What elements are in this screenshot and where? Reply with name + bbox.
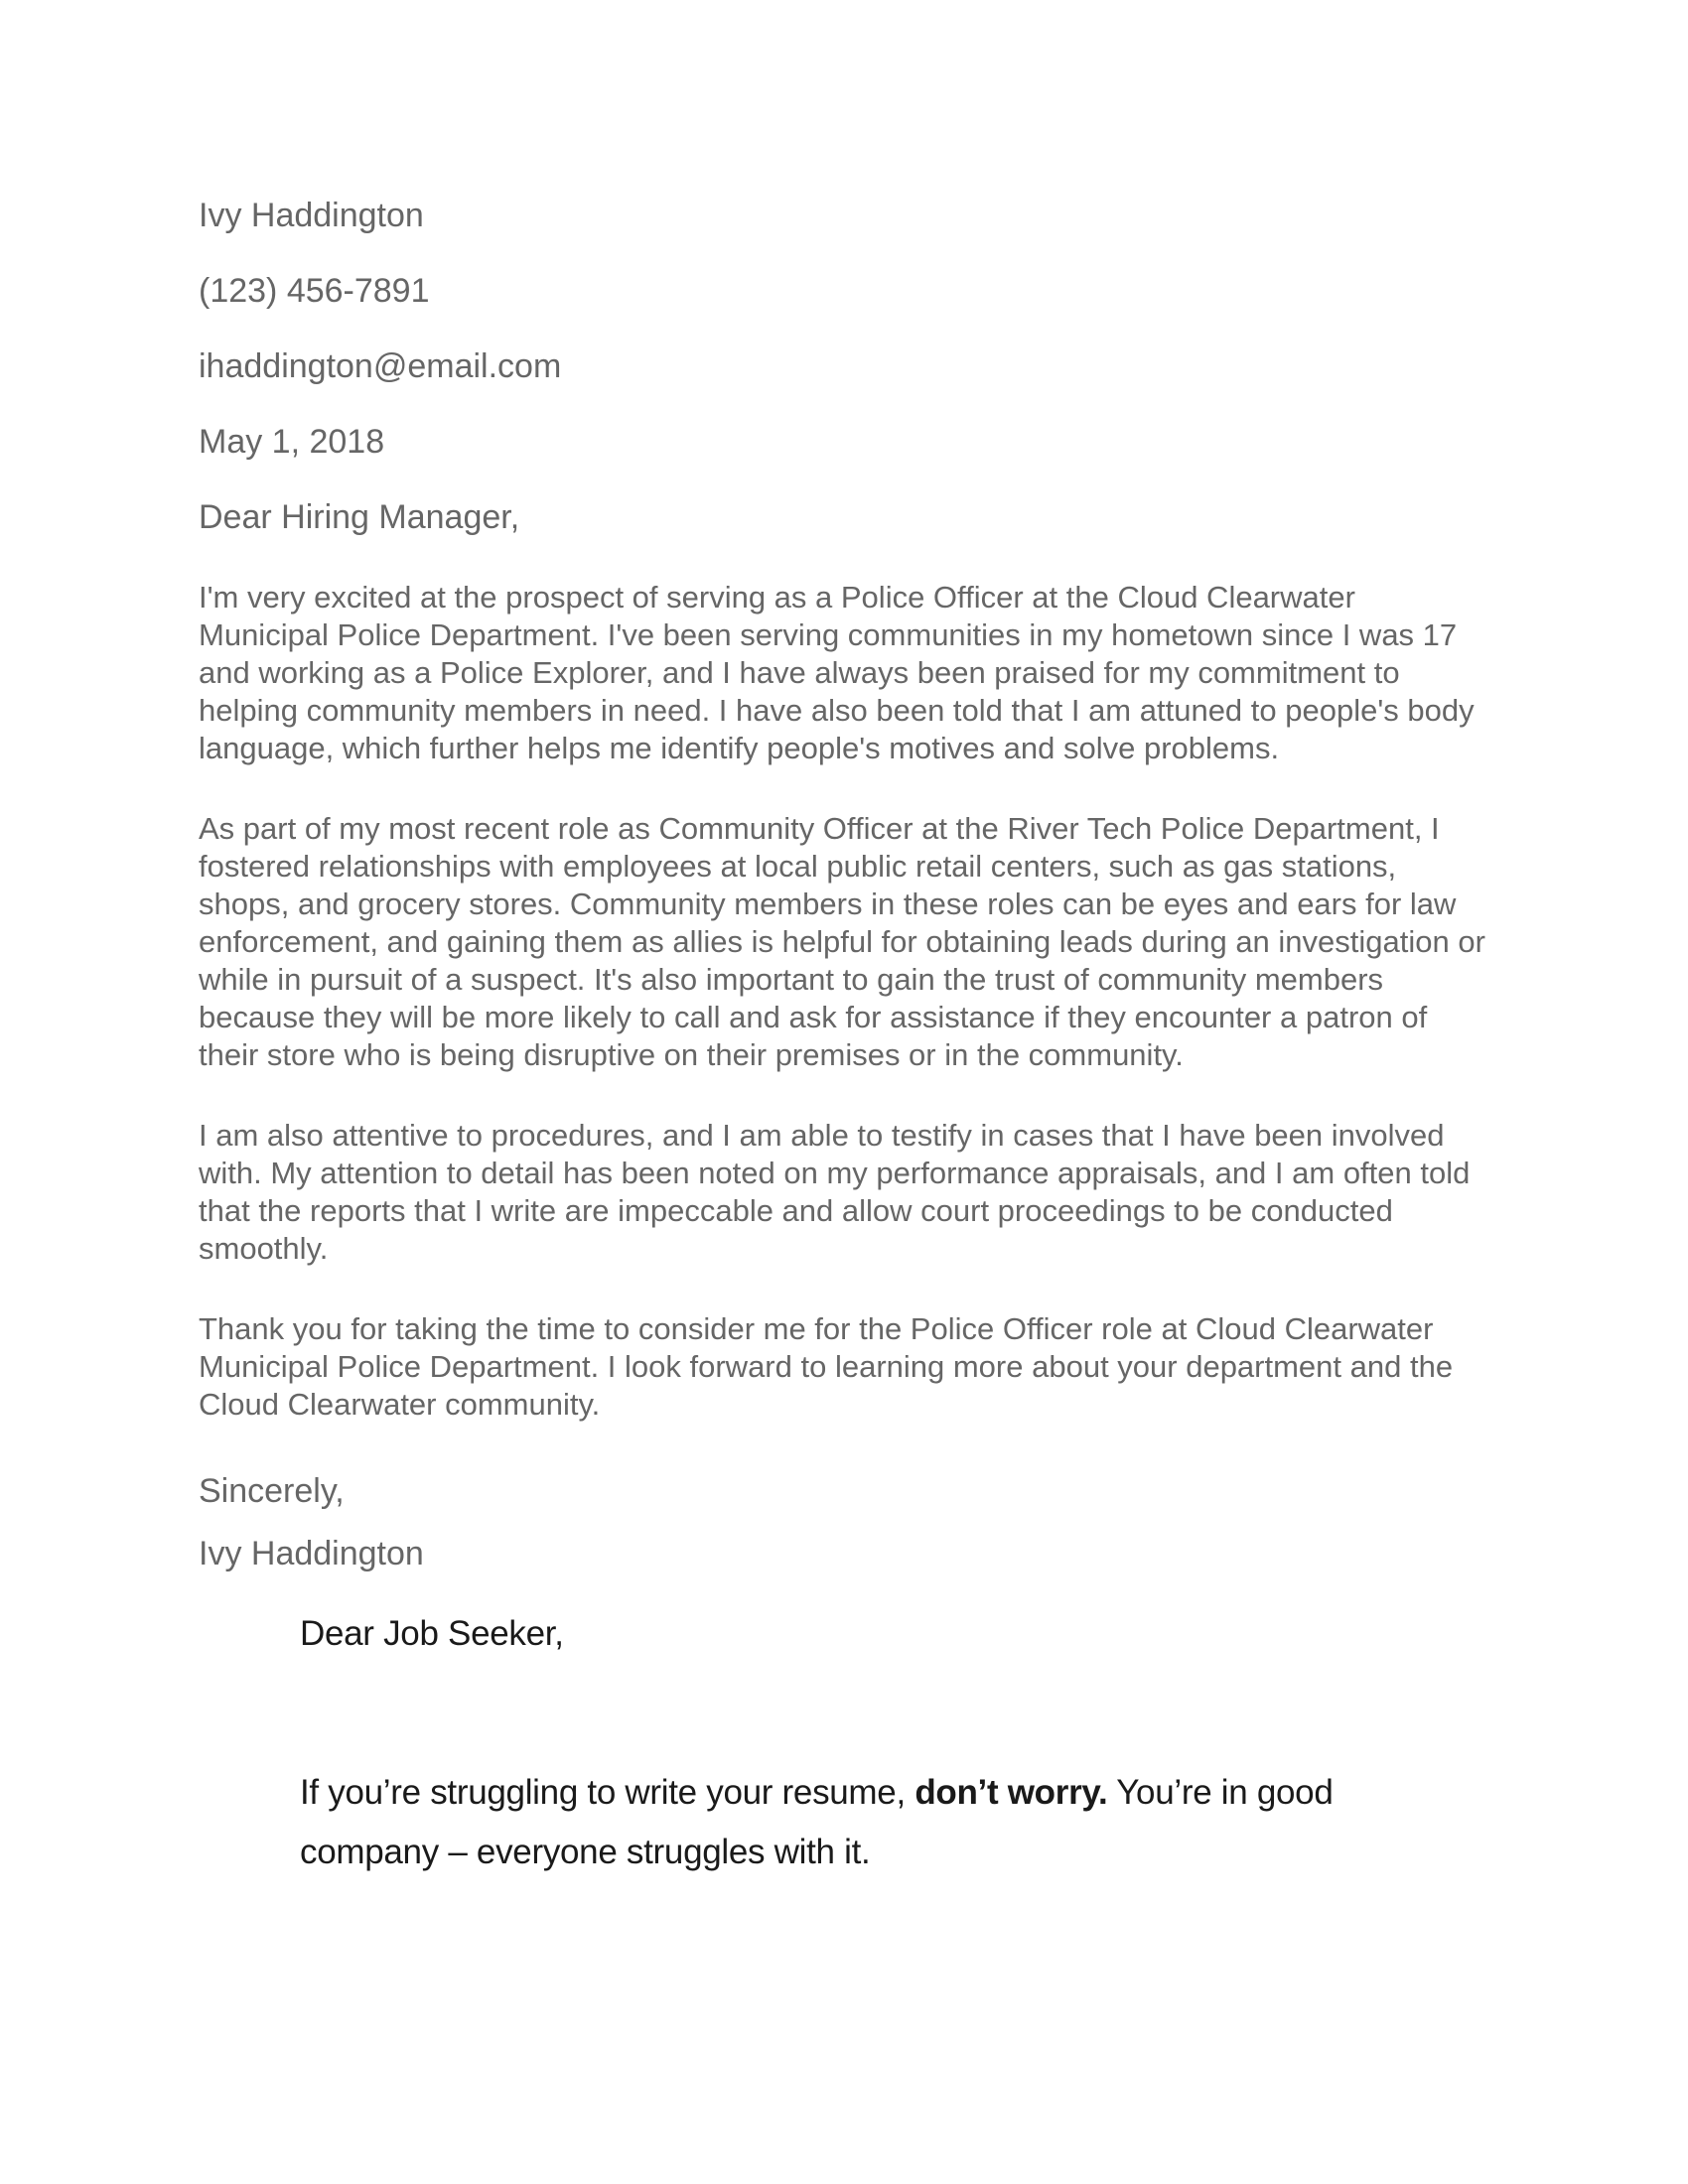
letter-paragraph-1: I'm very excited at the prospect of serving as a Police Officer at the Cloud Clearwater Municipal Police Department. I've been serving communities in my hometown since I was 17 and working as a Police Explorer, and I have always been praised for my commitment to helping community members in need. I have also been told that I am attuned to people's body language, which further helps me identify people's motives and solve problems.: [199, 580, 1475, 765]
letter-closing: Sincerely,: [199, 1472, 345, 1510]
sender-email: ihaddington@email.com: [199, 347, 562, 385]
cover-letter: [199, 191, 1489, 1882]
letter-paragraph-2: As part of my most recent role as Community Officer at the River Tech Police Department, I fostered relationships with employees at local public retail centers, such as gas stations, shops, and grocery stores. Community members in these roles can be eyes and ears for law enforcement, and gaining them as allies is helpful for obtaining leads during an investigation or while in pursuit of a suspect. It's also important to gain the trust of community members because they will be more likely to call and ask for assistance if they encounter a patron of their store who is being disruptive on their premises or in the community.: [199, 811, 1485, 1072]
job-seeker-note: [300, 1604, 1452, 1882]
note-body-bold: don’t worry.: [914, 1773, 1108, 1812]
letter-paragraph-3: I am also attentive to procedures, and I am able to testify in cases that I have been involved with. My attention to detail has been noted on my performance appraisals, and I am often told that the reports that I write are impeccable and allow court proceedings to be conducted smoothly.: [199, 1118, 1471, 1266]
note-body-prefix: If you’re struggling to write your resume,: [300, 1773, 915, 1812]
note-body-suffix: You’re in good company – everyone struggles with it.: [300, 1773, 1334, 1871]
sender-phone: (123) 456-7891: [199, 272, 430, 310]
letter-date: May 1, 2018: [199, 423, 385, 461]
note-salutation: Dear Job Seeker,: [300, 1614, 564, 1653]
letter-paragraph-4: Thank you for taking the time to consider me for the Police Officer role at Cloud Clearwater Municipal Police Department. I look forward to learning more about your department and the Cloud Clearwater community.: [199, 1311, 1454, 1422]
letter-salutation: Dear Hiring Manager,: [199, 498, 520, 536]
note-body: [300, 1763, 1452, 1882]
letter-signature: Ivy Haddington: [199, 1535, 424, 1572]
sender-name: Ivy Haddington: [199, 197, 424, 234]
